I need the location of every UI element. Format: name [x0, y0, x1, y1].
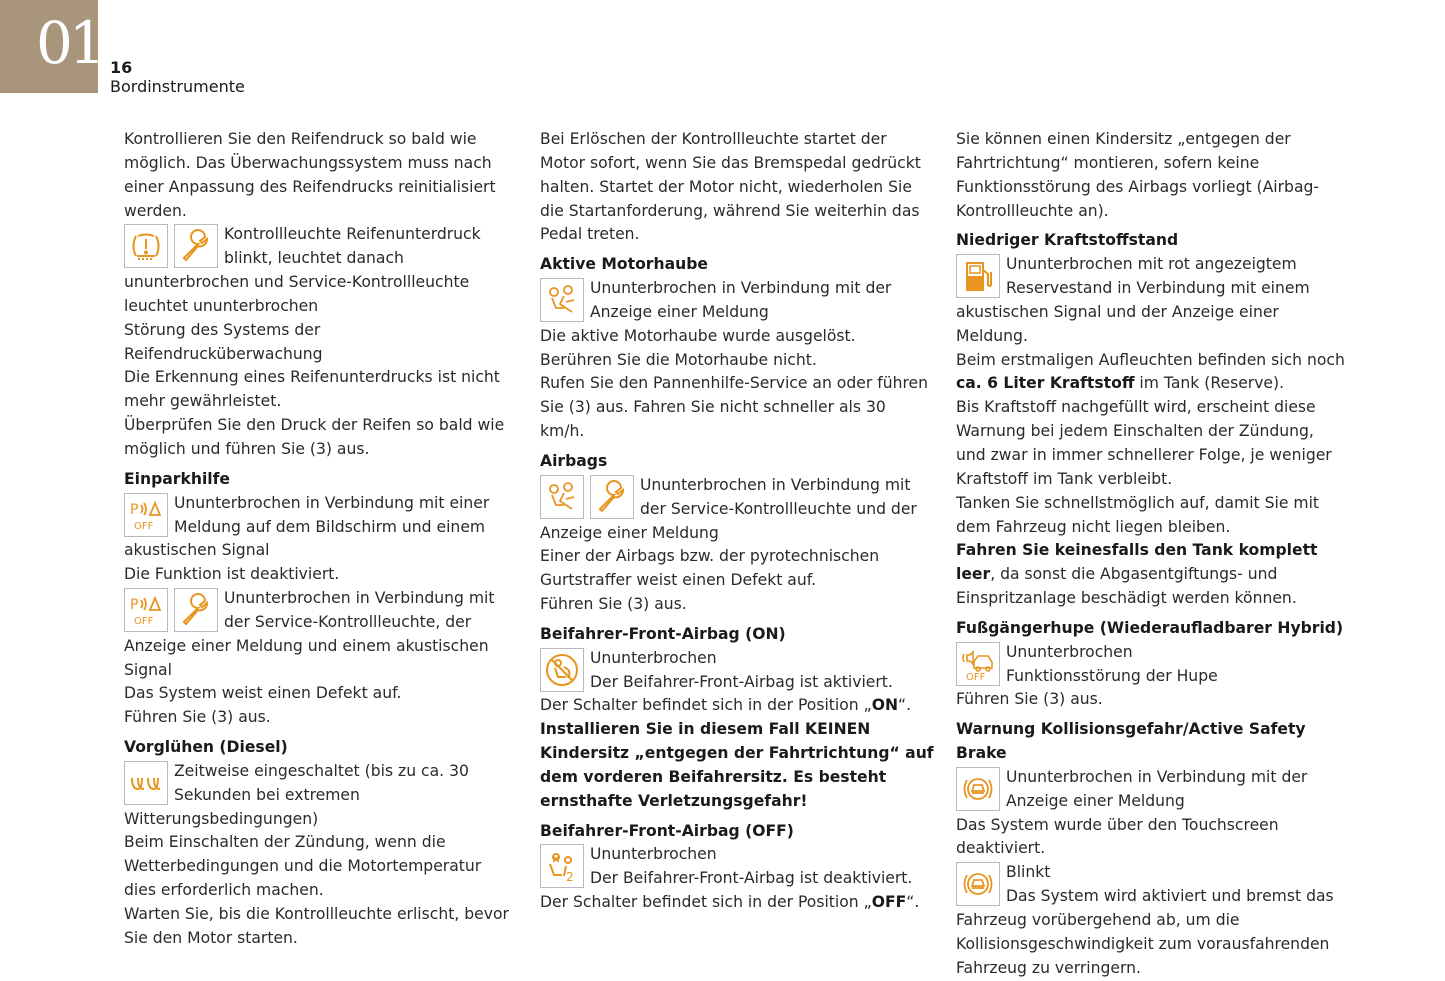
section-heading: Niedriger Kraftstoffstand [956, 231, 1179, 250]
paragraph: Der Beifahrer-Front-Airbag ist aktiviert. [590, 672, 893, 691]
section-heading: Airbags [540, 451, 608, 470]
paragraph: Störung des Systems der Reifendrucküberwachung [124, 320, 323, 363]
paragraph: Fahren Sie keinesfalls den Tank komplett leer, da sonst die Abgasentgiftungs- und Einspritzanlage beschädigt werden können. [956, 541, 1318, 608]
paragraph: Die aktive Motorhaube wurde ausgelöst. [540, 326, 856, 345]
page-title: Bordinstrumente [110, 77, 245, 96]
paragraph: Berühren Sie die Motorhaube nicht. [540, 350, 817, 369]
paragraph: Ununterbrochen mit rot angezeigtem Reservestand in Verbindung mit einem akustischen Signal und der Anzeige einer Meldung. [956, 255, 1310, 345]
page-number: 16 [110, 58, 133, 77]
section-heading: Einparkhilfe [124, 469, 230, 488]
section-heading: Beifahrer-Front-Airbag (ON) [540, 624, 786, 643]
paragraph: Ununterbrochen in Verbindung mit der Service-Kontrollleuchte, der Anzeige einer Meldung und einem akustischen Signal [124, 589, 495, 679]
svg-text:OFF: OFF [134, 616, 154, 628]
paragraph: Blinkt [1006, 863, 1051, 882]
tire-pressure-warning-icon [124, 224, 168, 268]
column-2 [540, 128, 935, 915]
svg-text:OFF: OFF [134, 520, 154, 532]
passenger-airbag-off-icon [540, 844, 584, 888]
chapter-number: 01 [36, 9, 102, 77]
paragraph: Die Funktion ist deaktiviert. [124, 565, 340, 584]
paragraph: Einer der Airbags bzw. der pyrotechnischen Gurtstraffer weist einen Defekt auf. [540, 547, 880, 590]
paragraph: Bei Erlöschen der Kontrollleuchte startet der Motor sofort, wenn Sie das Bremspedal gedrückt halten. Startet der Motor nicht, wiederholen Sie die Startanforderung, während Sie weiterhin das Pedal treten. [540, 130, 921, 244]
service-wrench-icon [174, 588, 218, 632]
service-wrench-icon [590, 475, 634, 519]
section-heading: Aktive Motorhaube [540, 255, 708, 274]
glow-plug-icon [124, 761, 168, 805]
paragraph: Beim Einschalten der Zündung, wenn die Wetterbedingungen und die Motortemperatur dies erforderlich machen. [124, 833, 482, 900]
section-heading: Fußgängerhupe (Wiederaufladbarer Hybrid) [956, 618, 1344, 637]
warning-paragraph: Installieren Sie in diesem Fall KEINEN Kindersitz „entgegen der Fahrtrichtung“ auf dem vorderen Beifahrersitz. Es besteht ernsthafte Verletzungsgefahr! [540, 720, 934, 810]
paragraph: Das System wird aktiviert und bremst das Fahrzeug vorübergehend ab, um die Kollisionsgeschwindigkeit zum vorausfahrenden Fahrzeug zu verringern. [956, 887, 1334, 977]
svg-text:P: P [130, 501, 139, 518]
paragraph: Kontrollleuchte Reifenunterdruck blinkt, leuchtet danach ununterbrochen und Service-Kontrollleuchte leuchtet ununterbrochen [124, 225, 481, 315]
paragraph: Rufen Sie den Pannenhilfe-Service an oder führen Sie (3) aus. Fahren Sie nicht schneller als 30 km/h. [540, 374, 929, 441]
paragraph: Funktionsstörung der Hupe [1006, 666, 1218, 685]
paragraph: Der Schalter befindet sich in der Position „ON“. [540, 696, 912, 715]
svg-text:P: P [130, 597, 139, 614]
paragraph: Zeitweise eingeschaltet (bis zu ca. 30 Sekunden bei extremen Witterungsbedingungen) [124, 761, 469, 828]
paragraph: Führen Sie (3) aus. [124, 708, 271, 727]
section-heading: Beifahrer-Front-Airbag (OFF) [540, 821, 794, 840]
paragraph: Ununterbrochen [1006, 642, 1133, 661]
paragraph: Ununterbrochen [590, 845, 717, 864]
paragraph: Kontrollieren Sie den Reifendruck so bald wie möglich. Das Überwachungssystem muss nach einer Anpassung des Reifendrucks reinitialisiert werden. [124, 130, 496, 220]
paragraph: Die Erkennung eines Reifenunterdrucks ist nicht mehr gewährleistet. [124, 368, 500, 411]
paragraph: Das System wurde über den Touchscreen deaktiviert. [956, 815, 1279, 858]
column-1 [124, 128, 516, 951]
paragraph: Der Schalter befindet sich in der Position „OFF“. [540, 893, 920, 912]
park-assist-off-icon [124, 493, 168, 537]
paragraph: Ununterbrochen in Verbindung mit der Service-Kontrollleuchte und der Anzeige einer Meldung [540, 475, 917, 542]
column-3 [956, 128, 1348, 981]
park-assist-off-icon [124, 588, 168, 632]
paragraph: Beim erstmaligen Aufleuchten befinden sich noch ca. 6 Liter Kraftstoff im Tank (Reserve). [956, 350, 1345, 393]
paragraph: Führen Sie (3) aus. [540, 595, 687, 614]
passenger-airbag-on-icon [540, 648, 584, 692]
paragraph: Führen Sie (3) aus. [956, 690, 1103, 709]
low-fuel-icon [956, 254, 1000, 298]
svg-text:OFF: OFF [966, 671, 986, 682]
collision-warning-icon [956, 767, 1000, 811]
svg-text:2: 2 [566, 870, 574, 885]
paragraph: Bis Kraftstoff nachgefüllt wird, erscheint diese Warnung bei jedem Einschalten der Zündung, und zwar in immer schnellerer Folge, je weniger Kraftstoff im Tank verbleibt. [956, 398, 1332, 488]
airbag-icon [540, 475, 584, 519]
paragraph: Tanken Sie schnellstmöglich auf, damit Sie mit dem Fahrzeug nicht liegen bleiben. [956, 493, 1320, 536]
paragraph: Warten Sie, bis die Kontrollleuchte erlischt, bevor Sie den Motor starten. [124, 905, 509, 947]
collision-warning-icon [956, 862, 1000, 906]
paragraph: Der Beifahrer-Front-Airbag ist deaktiviert. [590, 869, 913, 888]
pedestrian-horn-off-icon [956, 642, 1000, 686]
paragraph: Ununterbrochen in Verbindung mit einer Meldung auf dem Bildschirm und einem akustischen Signal [124, 493, 490, 560]
paragraph: Ununterbrochen in Verbindung mit der Anzeige einer Meldung [590, 279, 892, 321]
paragraph: Überprüfen Sie den Druck der Reifen so bald wie möglich und führen Sie (3) aus. [124, 416, 505, 458]
paragraph: Ununterbrochen [590, 648, 717, 667]
section-heading: Warnung Kollisionsgefahr/Active Safety Brake [956, 720, 1306, 763]
paragraph: Sie können einen Kindersitz „entgegen der Fahrtrichtung“ montieren, sofern keine Funktionsstörung des Airbags vorliegt (Airbag-Kontrollleuchte an). [956, 130, 1320, 220]
section-heading: Vorglühen (Diesel) [124, 738, 288, 757]
paragraph: Das System weist einen Defekt auf. [124, 684, 402, 703]
service-wrench-icon [174, 224, 218, 268]
paragraph: Ununterbrochen in Verbindung mit der Anzeige einer Meldung [1006, 767, 1308, 810]
active-bonnet-icon [540, 278, 584, 322]
